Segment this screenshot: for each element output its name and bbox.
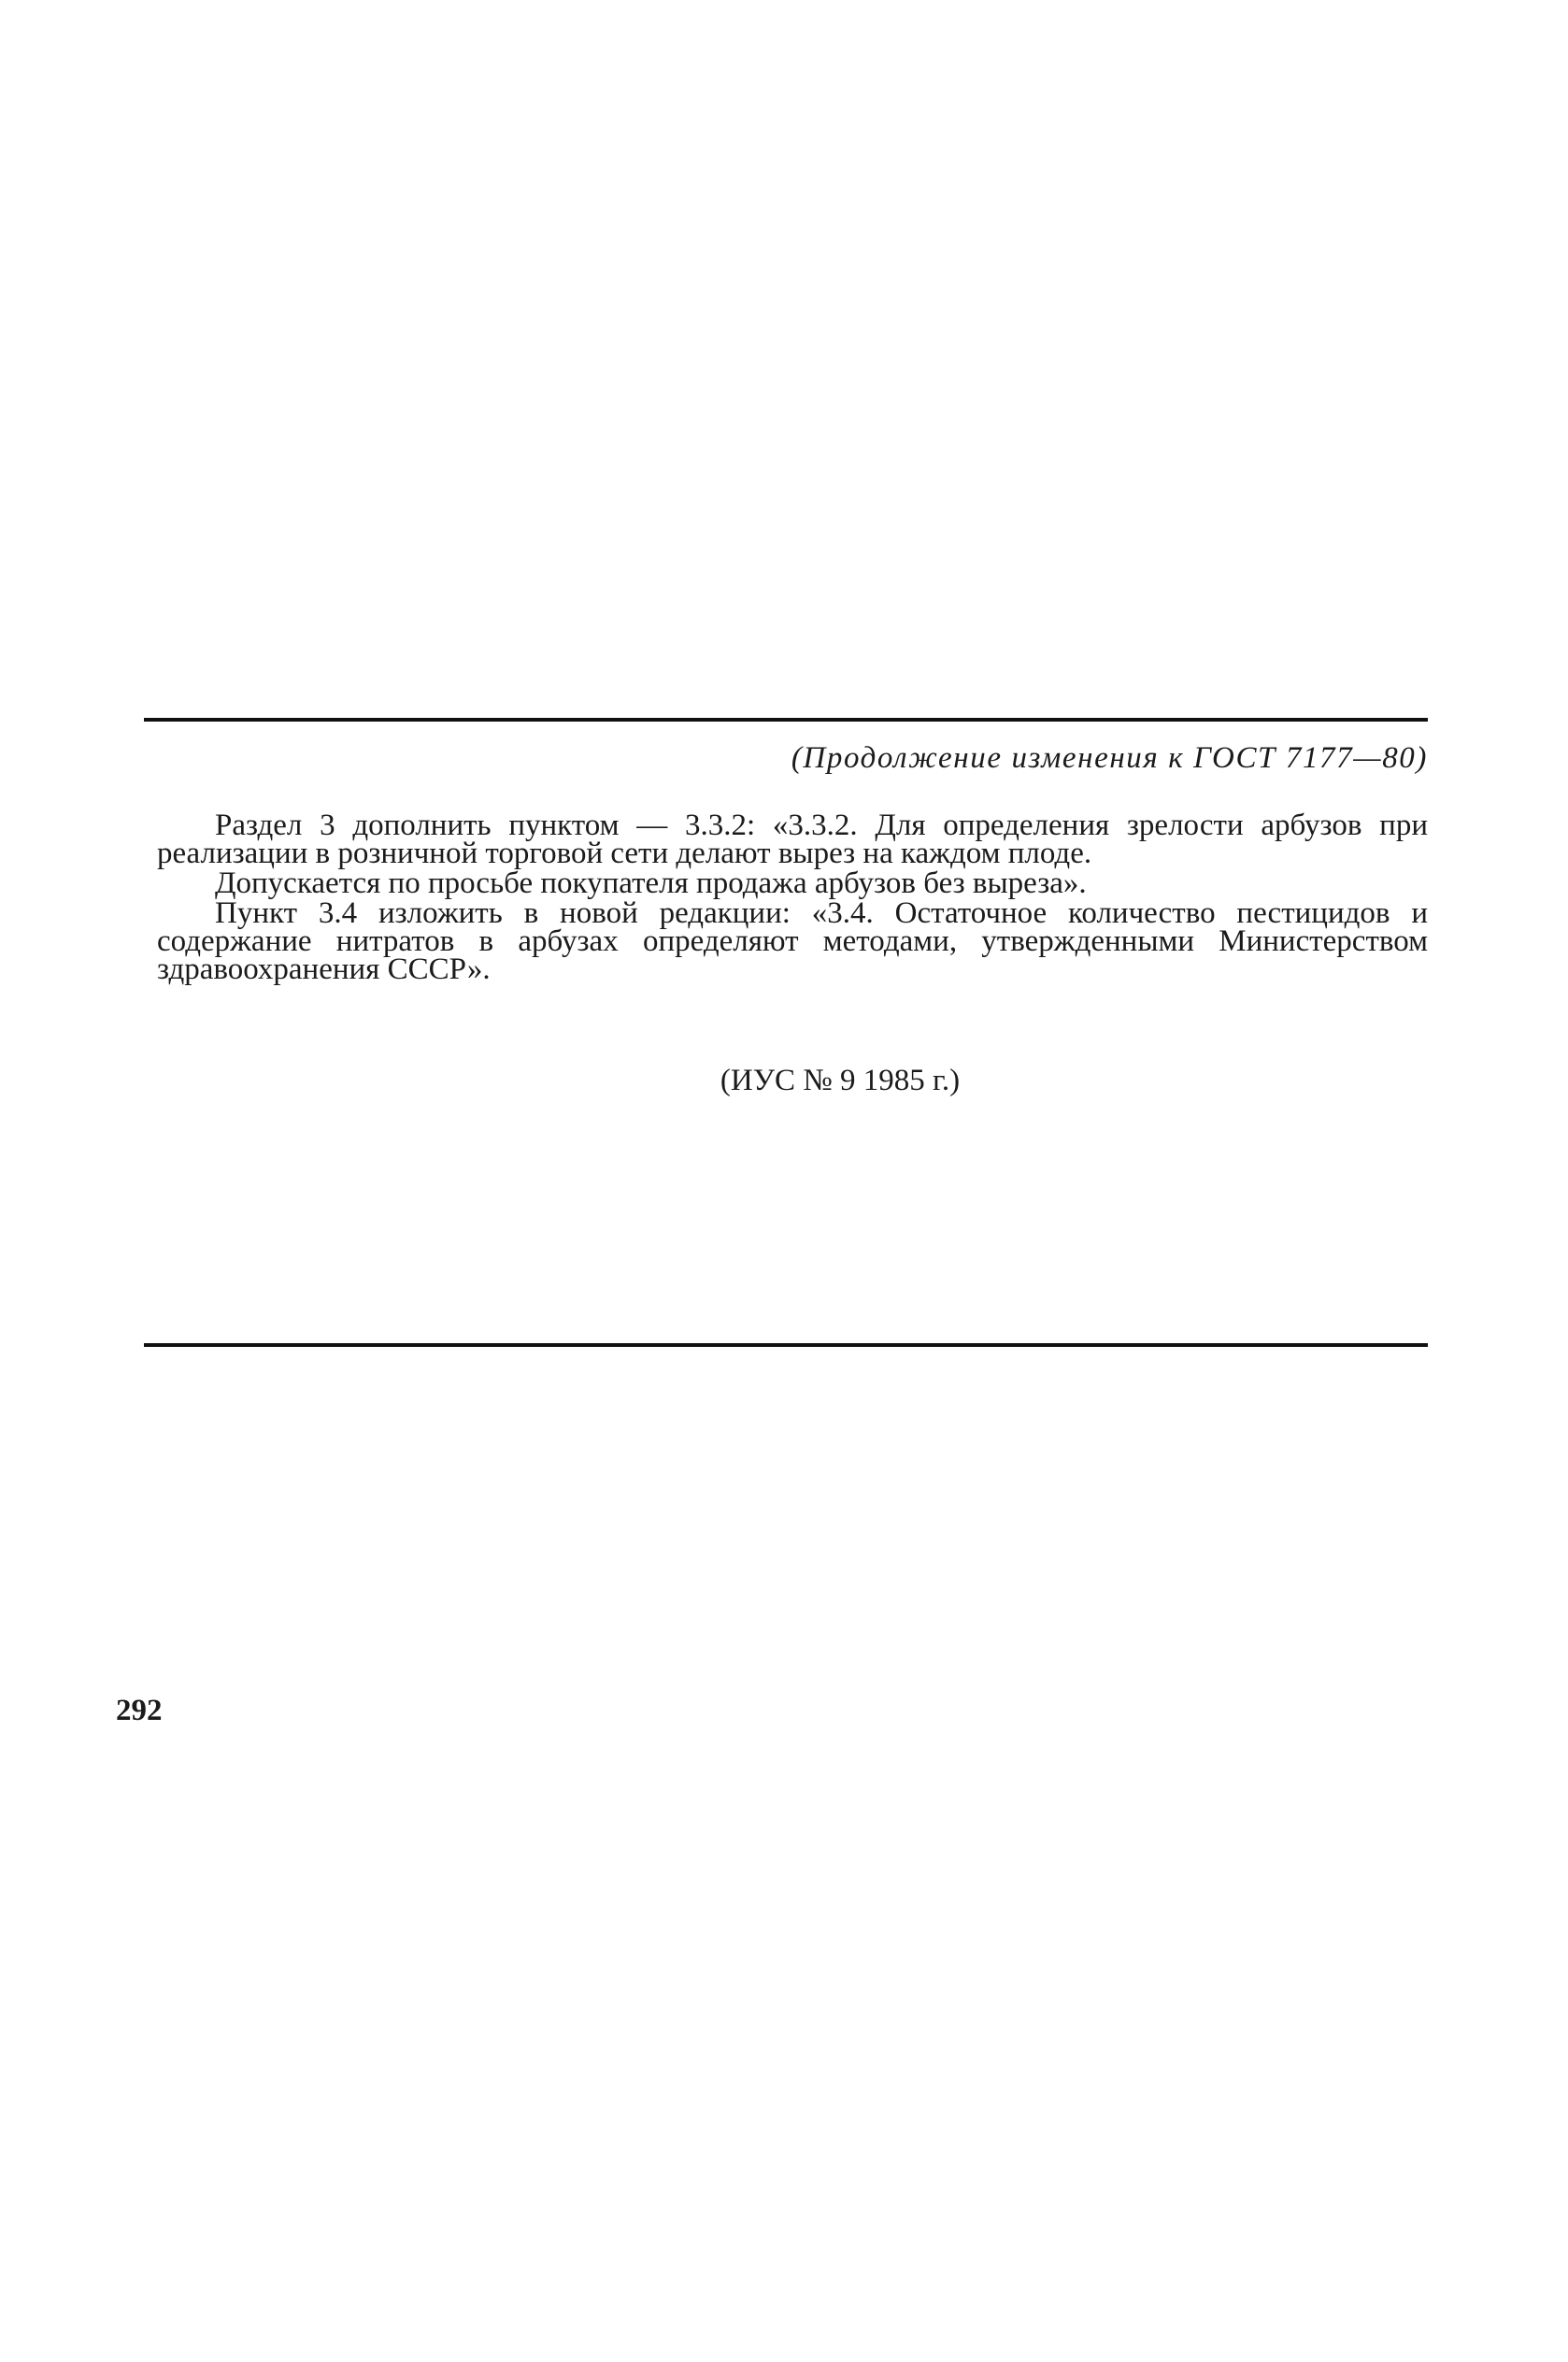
paragraph: Допускается по просьбе покупателя продажа арбузов без выреза».	[215, 866, 1087, 900]
continuation-header: (Продолжение изменения к ГОСТ 7177—80)	[791, 741, 1428, 775]
page-number: 292	[116, 1694, 163, 1727]
paragraph: Раздел 3 дополнить пунктом — 3.3.2: «3.3.2. Для определения зрелости арбузов при реализации в розничной торговой сети делают вырез на каждом плоде.	[157, 809, 1428, 870]
paragraph: Пункт 3.4 изложить в новой редакции: «3.4. Остаточное количество пестицидов и содержание нитратов в арбузах определяют методами, утвержденными Министерством здравоохранения СССР».	[157, 896, 1428, 986]
amendment-text	[157, 809, 1428, 986]
publication-reference: (ИУС № 9 1985 г.)	[720, 1064, 961, 1097]
bottom-rule	[144, 1343, 1428, 1347]
top-rule	[144, 718, 1428, 722]
